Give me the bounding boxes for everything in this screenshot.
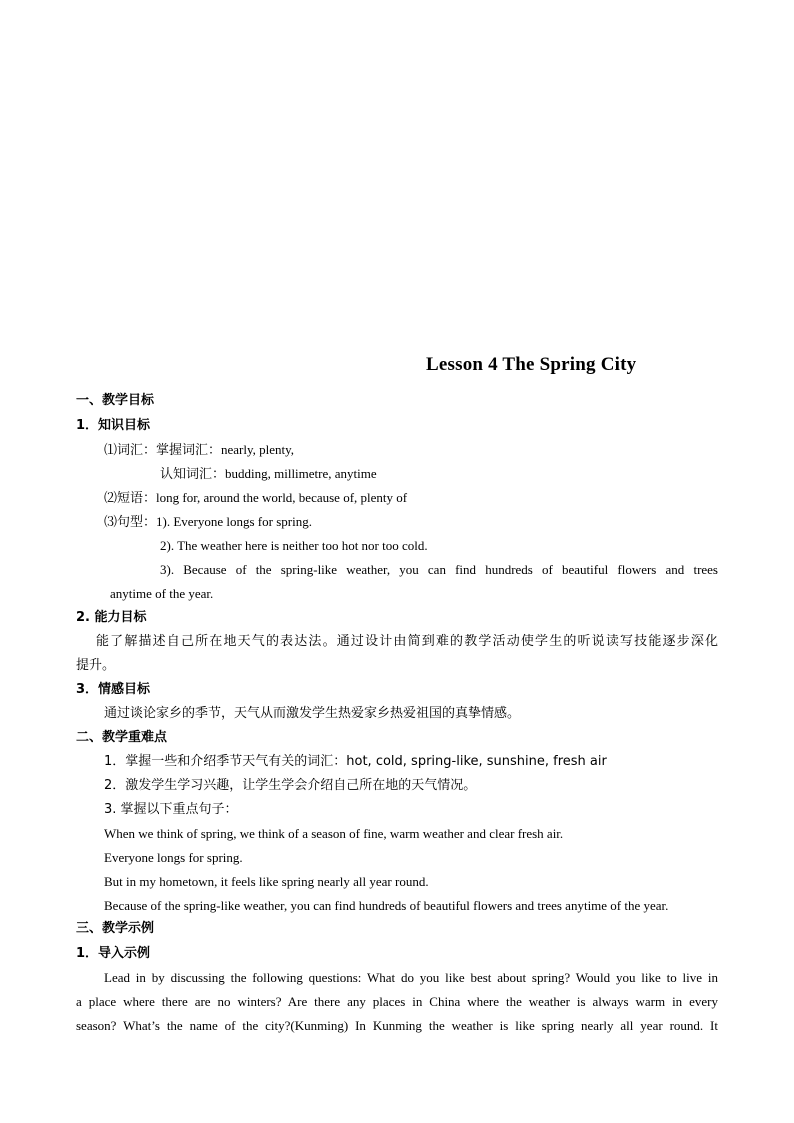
key-point-3: 3. 掌握以下重点句子： [104,802,238,817]
section-teaching-objectives: 一、教学目标 [76,393,155,408]
vocabulary-master-line: ⑴词汇：掌握词汇：nearly, plenty, [104,442,295,457]
subsection-lead-in-example: 1．导入示例 [76,946,151,961]
lead-in-line-1: Lead in by discussing the following questions: What do you like best about spring? Would you like to live in [104,970,718,985]
key-sentence-3: But in my hometown, it feels like spring nearly all year round. [104,874,429,889]
key-sentence-1: When we think of spring, we think of a season of fine, warm weather and clear fresh air. [104,826,564,841]
sentence-pattern-1: ⑶句型：1). Everyone longs for spring. [104,514,312,529]
sentence-pattern-3a: 3). Because of the spring-like weather, you can find hundreds of beautiful flowers and trees [160,562,718,577]
key-point-2: 2．激发学生学习兴趣，让学生学会介绍自己所在地的天气情况。 [104,778,477,793]
subsection-knowledge-objectives: 1．知识目标 [76,418,151,433]
subsection-ability-objectives: 2. 能力目标 [76,610,147,625]
section-teaching-example: 三、教学示例 [76,921,155,936]
emotion-paragraph: 通过谈论家乡的季节，天气从而激发学生热爱家乡热爱祖国的真挚情感。 [104,706,521,721]
ability-paragraph-line-2: 提升。 [76,658,116,673]
sentence-pattern-3b: anytime of the year. [110,586,214,601]
key-sentence-4: Because of the spring-like weather, you can find hundreds of beautiful flowers and trees anytime of the year. [104,898,669,913]
phrases-line: ⑵短语：long for, around the world, because of, plenty of [104,490,408,505]
sentence-pattern-2: 2). The weather here is neither too hot nor too cold. [160,538,428,553]
vocabulary-recognize-line: 认知词汇：budding, millimetre, anytime [160,466,377,481]
lead-in-line-2: a place where there are no winters? Are there any places in China where the weather is always warm in every [76,994,718,1009]
key-sentence-2: Everyone longs for spring. [104,850,243,865]
lead-in-line-3: season? What’s the name of the city?(Kunming) In Kunming the weather is like spring nearly all year round. It [76,1018,718,1033]
lesson-title: Lesson 4 The Spring City [426,354,637,375]
subsection-emotion-objectives: 3．情感目标 [76,682,151,697]
ability-paragraph-line-1: 能了解描述自己所在地天气的表达法。通过设计由简到难的教学活动使学生的听说读写技能逐步深化 [96,634,718,649]
section-key-points: 二、教学重难点 [76,730,168,745]
key-point-1: 1．掌握一些和介绍季节天气有关的词汇：hot, cold, spring-like, sunshine, fresh air [104,754,607,769]
